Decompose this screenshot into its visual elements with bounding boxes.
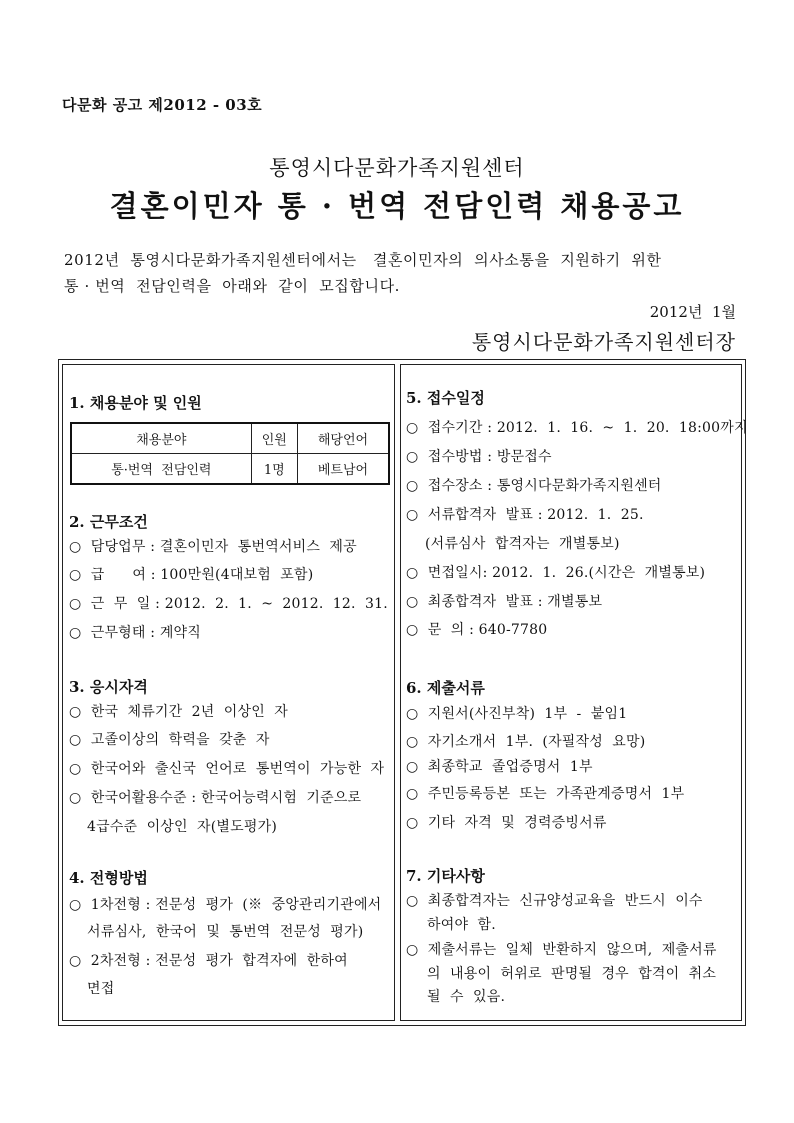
recruitment-table <box>70 422 390 485</box>
intro-line: 2012년 통영시다문화가족지원센터에서는 결혼이민자의 의사소통을 지원하기 위한 <box>64 251 662 269</box>
list-item: ○ 최종합격자는 신규양성교육을 반드시 이수 <box>406 893 703 909</box>
table-cell: 베트남어 <box>297 454 389 485</box>
list-item: ○ 서류합격자 발표 : 2012. 1. 25. <box>406 507 644 523</box>
director-signature: 통영시다문화가족지원센터장 <box>471 330 736 354</box>
list-item: ○ 1차전형 : 전문성 평가 (※ 중앙관리기관에서 <box>69 897 382 913</box>
list-item: ○ 한국 체류기간 2년 이상인 자 <box>69 704 288 720</box>
left-column <box>62 364 395 1021</box>
section-title-application-schedule: 5. 접수일정 <box>406 389 485 407</box>
list-item: ○ 한국어활용수준 : 한국어능력시험 기준으로 <box>69 790 362 806</box>
list-item-continuation: 서류심사, 한국어 및 통번역 전문성 평가) <box>87 924 364 940</box>
list-item: ○ 2차전형 : 전문성 평가 합격자에 한하여 <box>69 953 348 969</box>
list-item: ○ 한국어와 출신국 언어로 통번역이 가능한 자 <box>69 761 385 777</box>
list-item-continuation: 될 수 있음. <box>427 989 506 1005</box>
section-title-selection-process: 4. 전형방법 <box>69 869 148 887</box>
list-item: ○ 급 여 : 100만원(4대보험 포함) <box>69 567 314 583</box>
list-item: ○ 주민등록등본 또는 가족관계증명서 1부 <box>406 786 685 802</box>
list-item: ○ 접수장소 : 통영시다문화가족지원센터 <box>406 478 662 494</box>
table-cell: 1명 <box>251 454 297 485</box>
section-title-working-conditions: 2. 근무조건 <box>69 513 148 531</box>
section-title-required-documents: 6. 제출서류 <box>406 679 485 697</box>
list-item: ○ 최종학교 졸업증명서 1부 <box>406 759 593 775</box>
document-number: 다문화 공고 제2012 - 03호 <box>62 96 263 114</box>
section-title-qualifications: 3. 응시자격 <box>69 678 148 696</box>
section-title-recruitment: 1. 채용분야 및 인원 <box>69 394 202 412</box>
organization-title: 통영시다문화가족지원센터 <box>269 156 525 180</box>
list-item: ○ 고졸이상의 학력을 갖춘 자 <box>69 732 270 748</box>
list-item: ○ 근무형태 : 계약직 <box>69 625 202 641</box>
table-cell: 통·번역 전담인력 <box>71 454 251 485</box>
list-item: ○ 담당업무 : 결혼이민자 통번역서비스 제공 <box>69 539 357 555</box>
list-item: ○ 자기소개서 1부. (자필작성 요망) <box>406 734 646 750</box>
list-item: ○ 지원서(사진부착) 1부 - 붙임1 <box>406 706 628 722</box>
table-header-cell: 해당언어 <box>297 423 389 454</box>
list-item: ○ 접수방법 : 방문접수 <box>406 449 552 465</box>
list-item: ○ 최종합격자 발표 : 개별통보 <box>406 594 603 610</box>
list-item-continuation: 4급수준 이상인 자(별도평가) <box>87 819 277 835</box>
section-title-other-notes: 7. 기타사항 <box>406 867 485 885</box>
table-header-cell: 채용분야 <box>71 423 251 454</box>
page-title: 결혼이민자 통 · 번역 전담인력 채용공고 <box>109 189 685 223</box>
intro-line: 통 · 번역 전담인력을 아래와 같이 모집합니다. <box>64 277 401 295</box>
list-item-continuation: (서류심사 합격자는 개별통보) <box>425 536 620 552</box>
table-row <box>71 454 389 485</box>
table-header-row <box>71 423 389 454</box>
list-item-continuation: 하여야 함. <box>427 917 496 933</box>
announcement-date: 2012년 1월 <box>649 303 736 321</box>
right-column <box>400 364 748 1021</box>
list-item: ○ 근 무 일 : 2012. 2. 1. ~ 2012. 12. 31. <box>69 596 388 612</box>
list-item: ○ 접수기간 : 2012. 1. 16. ~ 1. 20. 18:00까지 <box>406 420 748 436</box>
table-header-cell: 인원 <box>251 423 297 454</box>
list-item: ○ 문 의 : 640-7780 <box>406 622 548 638</box>
list-item-continuation: 면접 <box>87 981 115 997</box>
list-item: ○ 기타 자격 및 경력증빙서류 <box>406 815 607 831</box>
list-item: ○ 제출서류는 일체 반환하지 않으며, 제출서류 <box>406 942 717 958</box>
list-item-continuation: 의 내용이 허위로 판명될 경우 합격이 취소 <box>427 966 717 982</box>
list-item: ○ 면접일시: 2012. 1. 26.(시간은 개별통보) <box>406 565 706 581</box>
